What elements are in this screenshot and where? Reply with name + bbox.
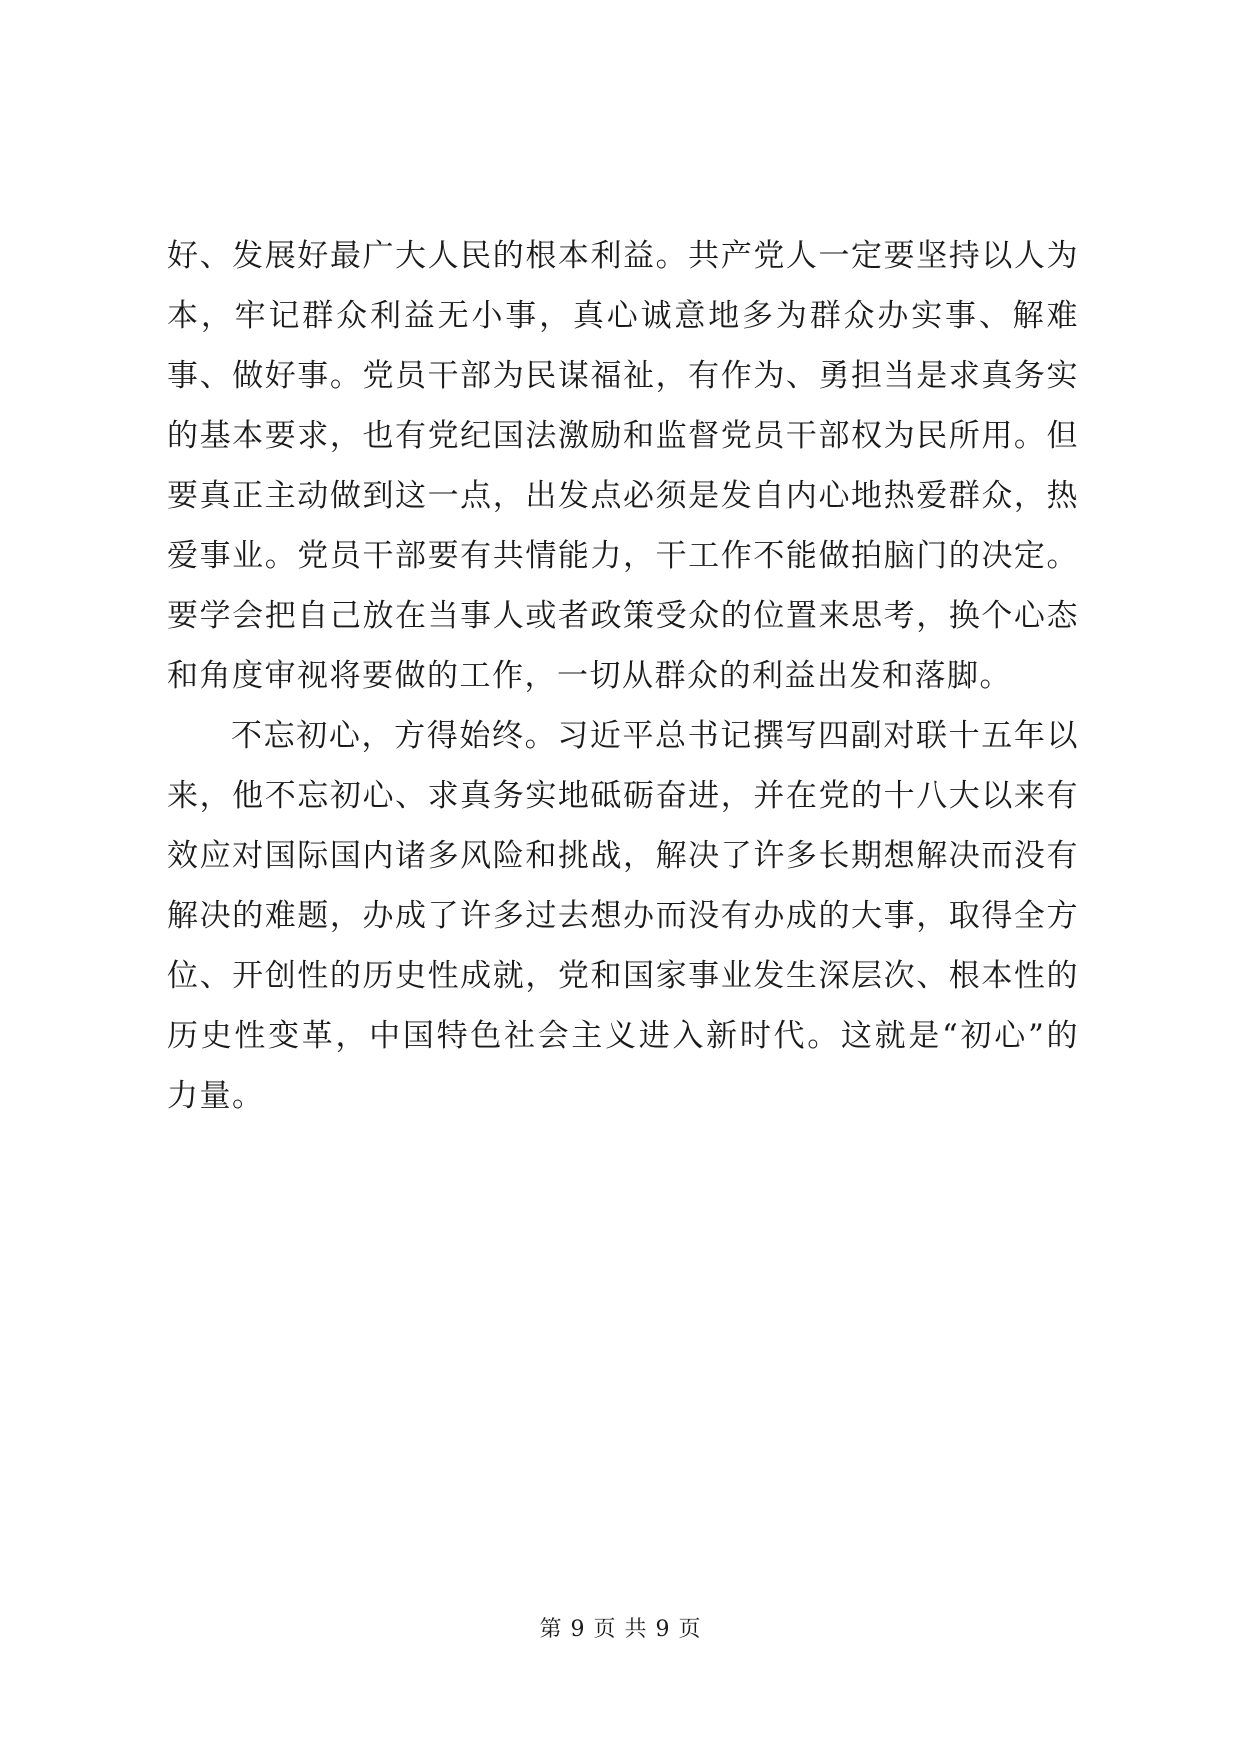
paragraph-conclusion: 不忘初心，方得始终。习近平总书记撰写四副对联十五年以来，他不忘初心、求真务实地砥砺奋进，并在党的十八大以来有效应对国际国内诸多风险和挑战，解决了许多长期想解决而没有解决的难题，办成了许多过去想办而没有办成的大事，取得全方位、开创性的历史性成就，党和国家事业发生深层次、根本性的历史性变革，中国特色社会主义进入新时代。这就是“初心”的力量。 [167, 718, 1079, 1114]
page-number-footer: 第 9 页 共 9 页 [539, 1617, 702, 1642]
paragraph-continued: 好、发展好最广大人民的根本利益。共产党人一定要坚持以人为本，牢记群众利益无小事，真心诚意地多为群众办实事、解难事、做好事。党员干部为民谋福祉，有作为、勇担当是求真务实的基本要求，也有党纪国法激励和监督党员干部权为民所用。但要真正主动做到这一点，出发点必须是发自内心地热爱群众，热爱事业。党员干部要有共情能力，干工作不能做拍脑门的决定。要学会把自己放在当事人或者政策受众的位置来思考，换个心态和角度审视将要做的工作，一切从群众的利益出发和落脚。 [167, 238, 1079, 694]
document-body [167, 226, 1079, 1126]
